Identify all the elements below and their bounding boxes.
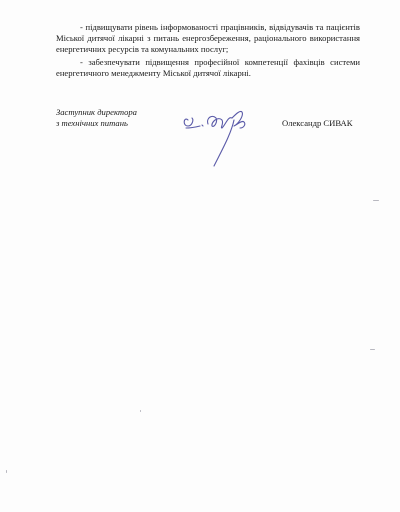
scan-speck (373, 200, 379, 201)
scan-speck (140, 410, 141, 412)
handwritten-signature (176, 98, 266, 170)
scan-speck (370, 349, 375, 350)
position-line-1: Заступник директора (56, 107, 137, 117)
bullet-paragraph-competence: - забезпечувати підвищення професійної компетенції фахівців системи енергетичного менеджменту Міської дитячої лікарні. (56, 57, 360, 79)
signer-name: Олександр СИВАК (282, 118, 353, 128)
position-line-2: з технічних питань (56, 118, 128, 128)
scan-speck (6, 470, 7, 473)
bullet-paragraph-awareness: - підвищувати рівень інформованості працівників, відвідувачів та пацієнтів Міської дитячої лікарні з питань енергозбереження, раціонального використання енергетичних ресурсів та комунальних послуг; (56, 22, 360, 55)
signatory-position (56, 107, 137, 129)
